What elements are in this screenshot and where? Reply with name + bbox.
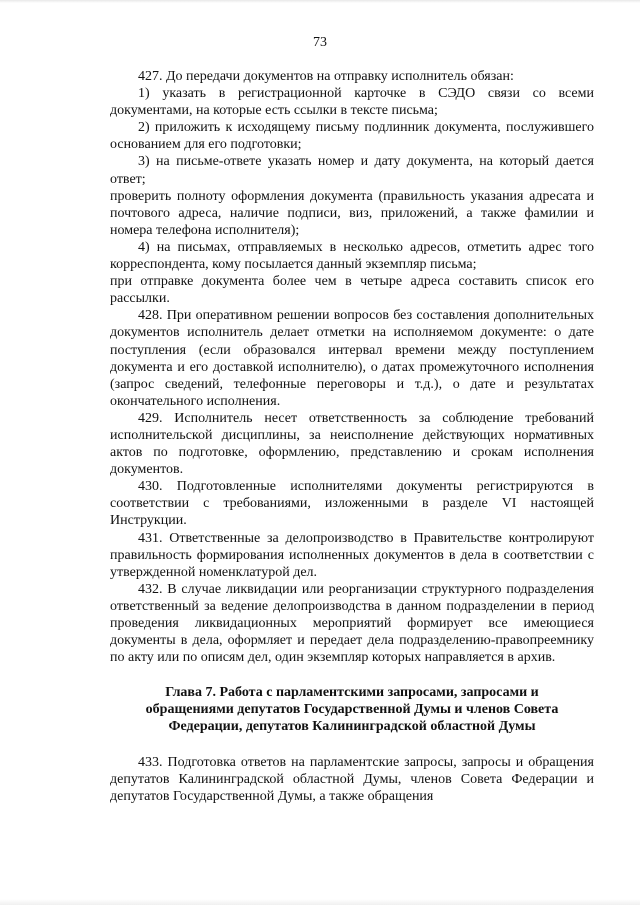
scan-edge-top [0, 0, 640, 3]
paragraph-430: 430. Подготовленные исполнителями документы регистрируются в соответствии с требованиями, изложенными в разделе VI настоящей Инструкции. [110, 479, 594, 529]
paragraph-431: 431. Ответственные за делопроизводство в Правительстве контролируют правильность формирования исполненных документов в дела в соответствии с утвержденной номенклатурой дел. [110, 530, 594, 580]
list-item-1: 1) указать в регистрационной карточке в СЭДО связи со всеми документами, на которые есть ссылки в тексте письма; [110, 86, 594, 119]
paragraph-427: 427. До передачи документов на отправку исполнитель обязан: [138, 69, 514, 84]
paragraph-428: 428. При оперативном решении вопросов без составления дополнительных документов исполнитель делает отметки на исполняемом документе: о дате поступления (если образовался интервал времени между поступлением документа и его доставкой исполнителю), о датах промежуточного исполнения (запрос сведений, телефонные переговоры и т.д.), о дате и результатах окончательного исполнения. [110, 308, 594, 409]
list-item-2: 2) приложить к исходящему письму подлинник документа, послужившего основанием для его подготовки; [110, 120, 594, 153]
list-item-check: проверить полноту оформления документа (правильность указания адресата и почтового адреса, наличие подписи, виз, приложений, а также фамилии и номера телефона исполнителя); [110, 188, 594, 238]
body-text [110, 68, 594, 805]
list-item-4: 4) на письмах, отправляемых в несколько адресов, отметить адрес того корреспондента, кому посылается данный экземпляр письма; [110, 239, 594, 273]
page-number: 73 [313, 35, 327, 50]
list-item-3: 3) на письме-ответе указать номер и дату документа, на который дается ответ; [110, 154, 594, 187]
paragraph-433: 433. Подготовка ответов на парламентские запросы, запросы и обращения депутатов Калининградской областной Думы, членов Совета Федерации и депутатов Государственной Думы, а также обращения [110, 754, 594, 804]
paragraph-429: 429. Исполнитель несет ответственность за соблюдение требований исполнительской дисциплины, за неисполнение действующих нормативных актов по подготовке, оформлению, представлению и срокам исполнения документов. [110, 410, 594, 478]
scan-edge-bottom [0, 899, 640, 905]
chapter-heading: Глава 7. Работа с парламентскими запросами, запросами и обращениями депутатов Государственной Думы и членов Совета Федерации, депутатов Калининградской областной Думы [145, 685, 559, 735]
paragraph-432: 432. В случае ликвидации или реорганизации структурного подразделения ответственный за ведение делопроизводства в данном подразделении в период проведения ликвидационных мероприятий формирует все имеющиеся документы в дела, оформляет и передает дела подразделению-правопреемнику по акту или по описям дел, один экземпляр которых направляется в архив. [110, 581, 594, 666]
list-item-mailing: при отправке документа более чем в четыре адреса составить список его рассылки. [110, 274, 594, 307]
